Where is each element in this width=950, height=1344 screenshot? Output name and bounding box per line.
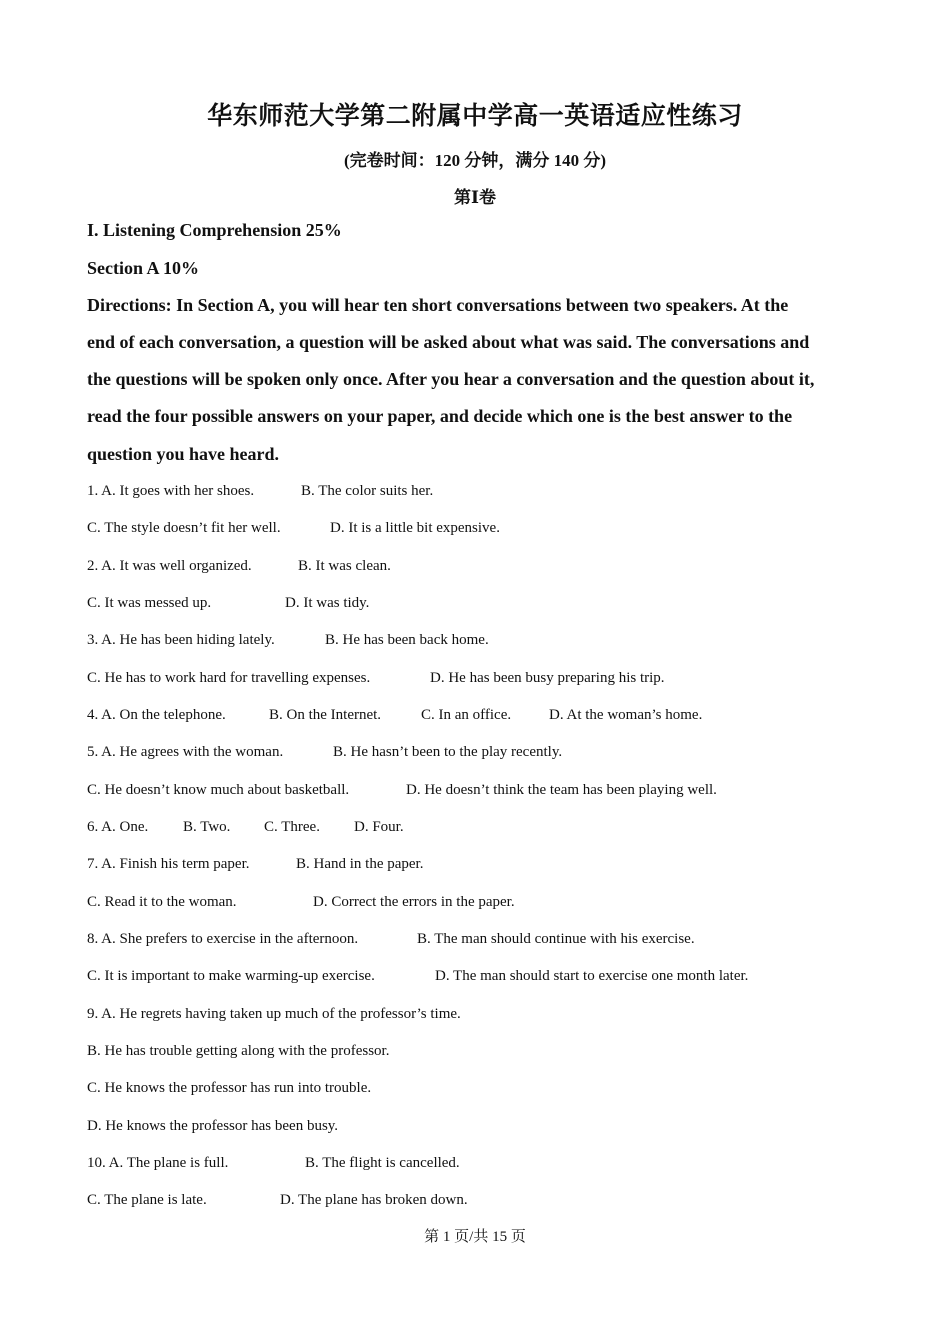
option-a: 7. A. Finish his term paper. <box>87 856 250 872</box>
question-1-options-cd <box>87 520 500 537</box>
section-heading: Section A 10% <box>87 258 200 278</box>
question-9-option-c: C. He knows the professor has run into trouble. <box>87 1080 372 1096</box>
directions-line: Directions: In Section A, you will hear ten short conversations between two speakers. At the <box>87 295 789 315</box>
option-d: D. It was tidy. <box>285 595 370 611</box>
question-10-options-cd <box>87 1192 468 1209</box>
directions-line: end of each conversation, a question will be asked about what was said. The conversations and <box>87 332 810 352</box>
option-b: B. The flight is cancelled. <box>305 1155 460 1171</box>
option-a: 10. A. The plane is full. <box>87 1155 229 1171</box>
option-c: C. The style doesn’t fit her well. <box>87 520 281 536</box>
question-8-options-ab <box>87 931 695 948</box>
option-a: 5. A. He agrees with the woman. <box>87 744 284 760</box>
option-d: D. He doesn’t think the team has been playing well. <box>406 782 717 798</box>
question-3-options-cd <box>87 670 665 687</box>
option-c: C. He doesn’t know much about basketball. <box>87 782 350 798</box>
directions-line: the questions will be spoken only once. After you hear a conversation and the question about it, <box>87 369 815 389</box>
option-b: B. The man should continue with his exercise. <box>417 931 695 947</box>
option-c: C. Read it to the woman. <box>87 894 237 910</box>
question-4-options <box>87 707 702 724</box>
option-a: 3. A. He has been hiding lately. <box>87 632 275 648</box>
option-b: B. He hasn’t been to the play recently. <box>333 744 563 760</box>
option-b: B. He has been back home. <box>325 632 489 648</box>
part-heading: I. Listening Comprehension 25% <box>87 220 342 240</box>
option-a: 4. A. On the telephone. <box>87 707 226 723</box>
option-b: B. Hand in the paper. <box>296 856 424 872</box>
option-d: D. The man should start to exercise one month later. <box>435 968 749 984</box>
option-a: 2. A. It was well organized. <box>87 558 252 574</box>
option-c: C. The plane is late. <box>87 1192 207 1208</box>
option-c: C. It is important to make warming-up exercise. <box>87 968 375 984</box>
question-9-option-b: B. He has trouble getting along with the professor. <box>87 1043 390 1059</box>
question-10-options-ab <box>87 1155 460 1172</box>
page-footer: 第 1 页/共 15 页 <box>424 1229 526 1245</box>
exam-info: (完卷时间：120 分钟，满分 140 分) <box>343 151 607 170</box>
question-7-options-ab <box>87 856 423 873</box>
question-5-options-cd <box>87 782 717 799</box>
option-d: D. He has been busy preparing his trip. <box>430 670 665 686</box>
question-1-options-ab <box>87 483 433 500</box>
option-b: B. Two. <box>183 819 231 835</box>
question-9-option-a: 9. A. He regrets having taken up much of the professor’s time. <box>87 1006 461 1022</box>
option-c: C. In an office. <box>421 707 512 723</box>
directions-line: read the four possible answers on your paper, and decide which one is the best answer to the <box>87 406 793 426</box>
question-2-options-ab <box>87 558 391 575</box>
question-8-options-cd <box>87 968 748 985</box>
option-c: C. Three. <box>264 819 320 835</box>
option-a: 1. A. It goes with her shoes. <box>87 483 255 499</box>
option-d: D. It is a little bit expensive. <box>330 520 500 536</box>
question-2-options-cd <box>87 595 369 612</box>
option-d: D. Correct the errors in the paper. <box>313 894 515 910</box>
option-a: 8. A. She prefers to exercise in the afternoon. <box>87 931 359 947</box>
option-c: C. He has to work hard for travelling expenses. <box>87 670 371 686</box>
option-b: B. The color suits her. <box>301 483 434 499</box>
question-3-options-ab <box>87 632 489 649</box>
option-c: C. It was messed up. <box>87 595 212 611</box>
option-b: B. On the Internet. <box>269 707 382 723</box>
option-b: B. It was clean. <box>298 558 391 574</box>
document-title: 华东师范大学第二附属中学高一英语适应性练习 <box>207 103 743 130</box>
option-d: D. Four. <box>354 819 404 835</box>
directions-line: question you have heard. <box>87 444 280 464</box>
volume-label: 第Ⅰ卷 <box>454 188 496 207</box>
question-6-options <box>87 819 404 836</box>
question-5-options-ab <box>87 744 562 761</box>
option-d: D. At the woman’s home. <box>549 707 703 723</box>
question-7-options-cd <box>87 894 515 911</box>
question-9-option-d: D. He knows the professor has been busy. <box>87 1118 339 1134</box>
option-a: 6. A. One. <box>87 819 149 835</box>
option-d: D. The plane has broken down. <box>280 1192 468 1208</box>
